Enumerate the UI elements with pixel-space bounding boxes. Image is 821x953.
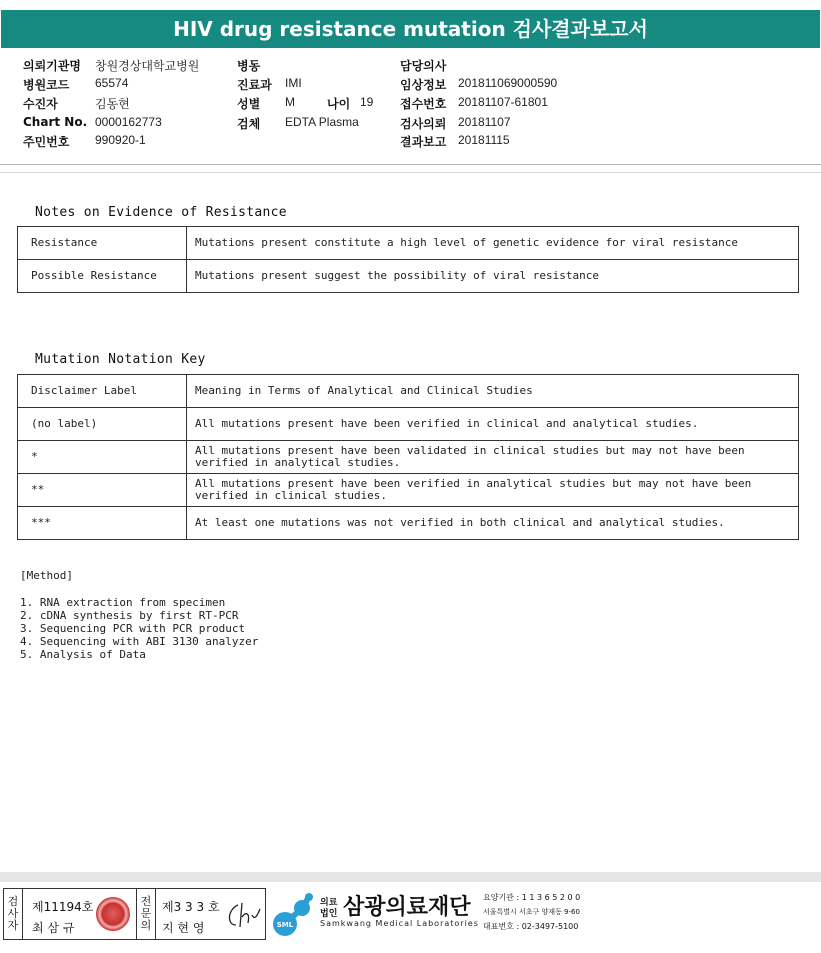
rrn-value: 990920-1 <box>95 133 146 147</box>
method-step: 3. Sequencing PCR with PCR product <box>20 622 246 635</box>
divider-top <box>0 164 821 165</box>
key-meaning: All mutations present have been verified in clinical and analytical studies. <box>187 408 799 441</box>
signature-box <box>3 888 266 940</box>
org-value: 창원경상대학교병원 <box>95 59 200 73</box>
signature-scribble <box>224 899 262 931</box>
notes-meaning: Mutations present suggest the possibility of viral resistance <box>187 260 799 293</box>
table-row <box>18 507 799 540</box>
dept-label: 진료과 <box>237 78 272 92</box>
notes-label: Resistance <box>18 227 187 260</box>
logo-en: Samkwang Medical Laboratories <box>320 919 479 928</box>
address: 서울특별시 서초구 양재동 9-60 <box>483 908 580 916</box>
key-meaning: All mutations present have been verified in analytical studies but may not have been verified in clinical studies. <box>187 474 799 507</box>
notes-title: Notes on Evidence of Resistance <box>35 205 287 220</box>
doctor-label: 담당의사 <box>400 59 447 73</box>
key-label: ** <box>18 474 187 507</box>
table-row <box>18 474 799 507</box>
table-row <box>18 260 799 293</box>
dept-value: IMI <box>285 76 302 90</box>
org-label: 의뢰기관명 <box>23 59 81 73</box>
table-row <box>18 441 799 474</box>
patient-value: 김동현 <box>95 97 130 111</box>
specialist-tag: 전 문 의 <box>136 889 156 939</box>
report-title: HIV drug resistance mutation 검사결과보고서 <box>1 10 820 48</box>
patient-info <box>0 52 821 162</box>
patient-label: 수진자 <box>23 97 58 111</box>
key-meaning: All mutations present have been validated in clinical studies but may not have been verified in analytical studies. <box>187 441 799 474</box>
key-label: (no label) <box>18 408 187 441</box>
notes-table <box>17 226 799 293</box>
age-value: 19 <box>360 95 374 109</box>
code-value: 65574 <box>95 76 129 90</box>
chart-label: Chart No. <box>23 115 88 129</box>
ward-label: 병동 <box>237 59 261 73</box>
receipt-label: 접수번호 <box>400 97 447 111</box>
svg-text:SML: SML <box>276 921 294 929</box>
phone: 대표번호 : 02-3497-5100 <box>483 922 579 931</box>
receipt-value: 20181107-61801 <box>458 95 548 109</box>
divider-top-2 <box>0 172 821 173</box>
method-step: 2. cDNA synthesis by first RT-PCR <box>20 609 239 622</box>
request-value: 20181107 <box>458 115 511 129</box>
specimen-value: EDTA Plasma <box>285 115 359 129</box>
rrn-label: 주민번호 <box>23 135 70 149</box>
examiner-name: 최 삼 규 <box>32 921 75 935</box>
sml-logo-icon <box>272 891 318 937</box>
method-step: 1. RNA extraction from specimen <box>20 596 226 609</box>
sex-value: M <box>285 95 295 109</box>
key-table <box>17 374 799 540</box>
footer-band <box>0 872 821 882</box>
seal-stamp <box>96 897 130 931</box>
specimen-label: 검체 <box>237 117 261 131</box>
clinical-value: 201811069000590 <box>458 76 558 90</box>
report-value: 20181115 <box>458 133 510 147</box>
notes-meaning: Mutations present constitute a high level of genetic evidence for viral resistance <box>187 227 799 260</box>
logo-prefix-2: 법인 <box>320 909 338 919</box>
method-section <box>20 569 258 661</box>
age-label: 나이 <box>327 97 351 111</box>
key-meaning: At least one mutations was not verified in both clinical and analytical studies. <box>187 507 799 540</box>
specialist-name: 지 현 영 <box>162 921 205 935</box>
clinical-label: 임상정보 <box>400 78 447 92</box>
key-header-label: Disclaimer Label <box>18 375 187 408</box>
examiner-no: 제11194호 <box>32 900 94 914</box>
method-step: 5. Analysis of Data <box>20 648 146 661</box>
specialist-no: 제3 3 3 호 <box>162 900 220 914</box>
sex-label: 성별 <box>237 97 261 111</box>
logo-prefix-1: 의료 <box>320 898 338 908</box>
lab-logo <box>268 888 821 940</box>
notes-label: Possible Resistance <box>18 260 187 293</box>
request-label: 검사의뢰 <box>400 117 447 131</box>
method-heading: [Method] <box>20 569 73 582</box>
report-label: 결과보고 <box>400 135 447 149</box>
org-id: 요양기관 : 1 1 3 6 5 2 0 0 <box>483 893 581 902</box>
table-row <box>18 408 799 441</box>
examiner-tag: 검 사 자 <box>4 889 23 939</box>
method-step: 4. Sequencing with ABI 3130 analyzer <box>20 635 259 648</box>
chart-value: 0000162773 <box>95 115 162 129</box>
key-header-meaning: Meaning in Terms of Analytical and Clinical Studies <box>187 375 799 408</box>
logo-name: 삼광의료재단 <box>343 895 471 920</box>
key-label: * <box>18 441 187 474</box>
table-row <box>18 227 799 260</box>
key-label: *** <box>18 507 187 540</box>
table-header-row <box>18 375 799 408</box>
code-label: 병원코드 <box>23 78 70 92</box>
key-title: Mutation Notation Key <box>35 352 206 367</box>
